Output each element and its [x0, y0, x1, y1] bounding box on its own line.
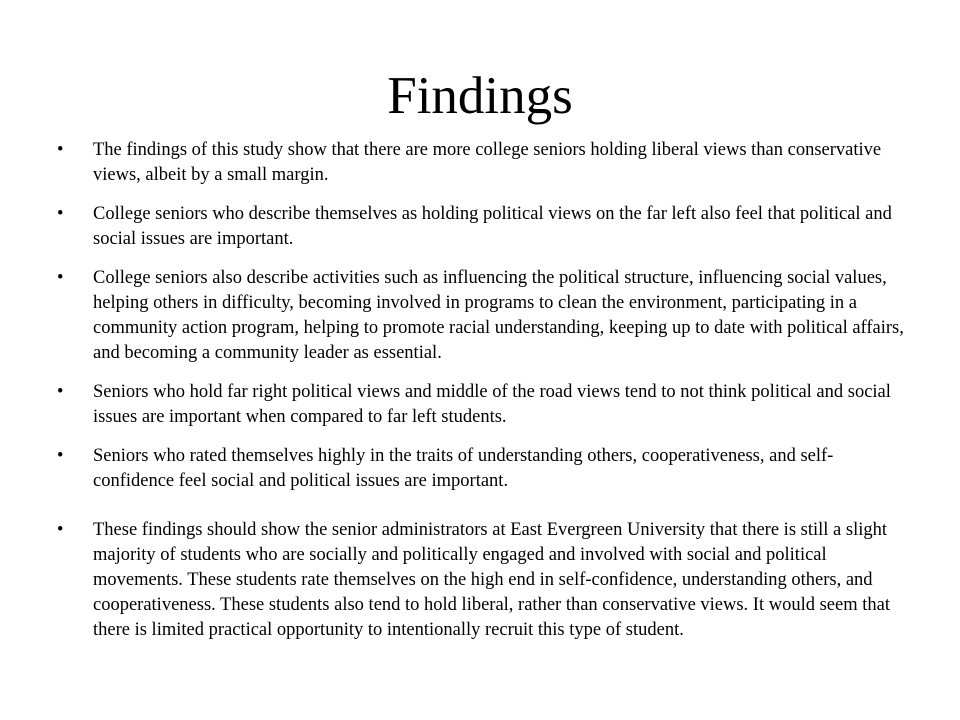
bullet-dot-icon: • [57, 140, 64, 160]
bullet-text: Seniors who rated themselves highly in the traits of understanding others, cooperativeness, and self-confidence feel social and political issues are important. [93, 446, 834, 491]
bullet-item [57, 444, 907, 494]
bullet-item [57, 202, 907, 252]
bullet-item [57, 518, 907, 643]
bullet-text: These findings should show the senior administrators at East Evergreen University that there is still a slight majority of students who are socially and politically engaged and involved with social and political movements. These students rate themselves on the high end in self-confidence, understanding others, and cooperativeness. These students also tend to hold liberal, rather than conservative views. It would seem that there is limited practical opportunity to intentionally recruit this type of student. [93, 520, 890, 640]
bullet-text: The findings of this study show that there are more college seniors holding liberal views than conservative views, albeit by a small margin. [93, 140, 882, 185]
bullet-text: College seniors who describe themselves as holding political views on the far left also feel that political and social issues are important. [93, 204, 892, 249]
bullet-list [57, 138, 907, 657]
bullet-dot-icon: • [57, 520, 64, 540]
bullet-dot-icon: • [57, 382, 64, 402]
bullet-dot-icon: • [57, 268, 64, 288]
bullet-dot-icon: • [57, 204, 64, 224]
bullet-item [57, 380, 907, 430]
bullet-text: College seniors also describe activities such as influencing the political structure, influencing social values, helping others in difficulty, becoming involved in programs to clean the environment, participating in a community action program, helping to promote racial understanding, keeping up to date with political affairs, and becoming a community leader as essential. [93, 268, 904, 363]
bullet-dot-icon: • [57, 446, 64, 466]
slide-title: Findings [387, 67, 573, 125]
bullet-text: Seniors who hold far right political views and middle of the road views tend to not think political and social issues are important when compared to far left students. [93, 382, 891, 427]
bullet-item [57, 138, 907, 188]
bullet-item [57, 266, 907, 366]
